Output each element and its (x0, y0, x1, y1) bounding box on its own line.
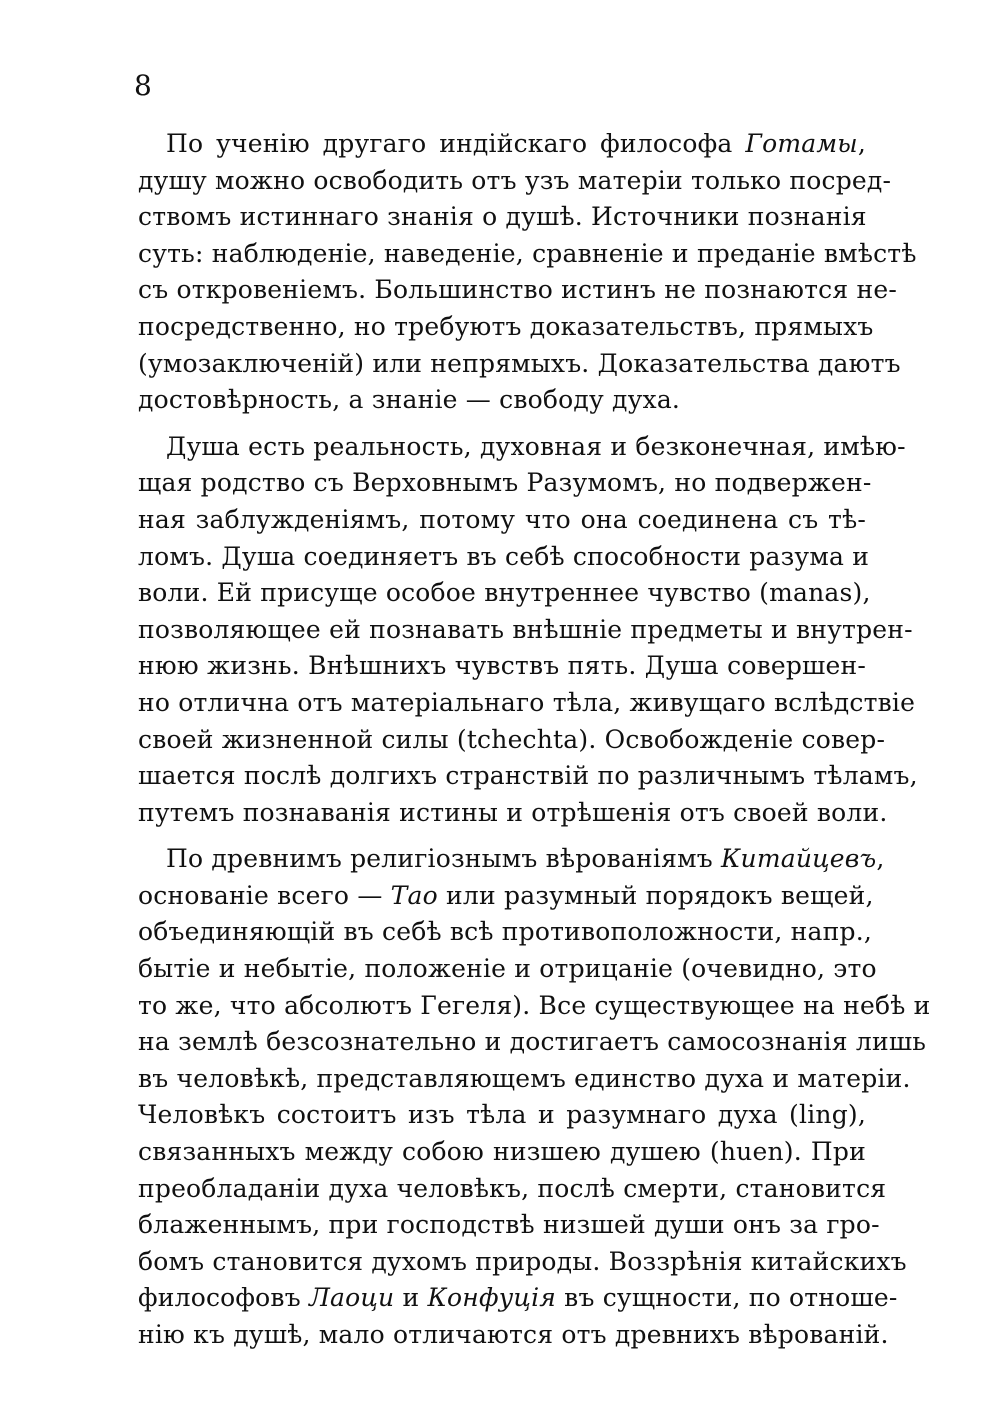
text-line (138, 1061, 911, 1098)
text-line (138, 878, 874, 915)
text-segment: путемъ познаванія истины и отрѣшенія отъ своей воли. (138, 797, 888, 827)
text-segment: Душа есть реальность, духовная и безконечная, имѣю- (166, 431, 906, 461)
text-line (138, 951, 877, 988)
text-line (138, 1317, 889, 1354)
text-segment: нію къ душѣ, мало отличаются отъ древнихъ вѣрованій. (138, 1320, 889, 1349)
text-line (138, 722, 886, 759)
italic-name: Конфуція (427, 1283, 557, 1313)
text-segment: щая родство съ Верховнымъ Разумомъ, но подвержен- (138, 468, 872, 498)
text-line (138, 914, 873, 951)
text-segment: бомъ становится духомъ природы. Воззрѣнія китайскихъ (138, 1246, 907, 1276)
text-segment: связанныхъ между собою низшею душею (huen). При (138, 1137, 866, 1167)
text-line (138, 539, 870, 576)
text-segment: или разумный порядокъ вещей, (437, 880, 874, 910)
text-segment: ломъ. Душа соединяетъ въ себѣ способности разума и (138, 541, 870, 571)
text-segment: (умозаключеній) или непрямыхъ. Доказательства даютъ (138, 348, 901, 378)
text-segment: нюю жизнь. Внѣшнихъ чувствъ пять. Душа совершен- (138, 651, 866, 681)
text-line (138, 795, 888, 832)
text-line (138, 126, 866, 163)
text-segment: то же, что абсолютъ Гегеля). Все существующее на небѣ и (138, 990, 931, 1020)
text-segment: и (394, 1283, 428, 1313)
text-segment: ствомъ истиннаго знанія о душѣ. Источники познанія (138, 202, 867, 232)
paragraph (138, 429, 918, 832)
text-line (138, 1280, 898, 1317)
text-segment: философовъ (138, 1283, 309, 1313)
text-segment: По ученію другаго индійскаго философа (166, 129, 746, 158)
text-segment: преобладаніи духа человѣкъ, послѣ смерти, становится (138, 1173, 887, 1203)
text-line (138, 199, 866, 236)
paragraph (138, 841, 931, 1353)
italic-name: Лаоци (308, 1283, 395, 1313)
text-segment: въ человѣкѣ, представляющемъ единство духа и матеріи. (138, 1063, 911, 1093)
text-segment: достовѣрность, а знаніе — свободу духа. (138, 385, 681, 415)
text-segment: позволяющее ей познавать внѣшніе предметы и внутрен- (138, 614, 913, 644)
text-line (138, 648, 866, 685)
text-line (138, 841, 885, 878)
italic-name: Готамы (745, 129, 858, 158)
text-line (138, 575, 871, 612)
text-line (138, 685, 916, 722)
text-segment: , (857, 129, 866, 158)
text-line (138, 465, 872, 502)
text-segment: но отлична отъ матеріальнаго тѣла, живущаго вслѣдствіе (138, 687, 916, 717)
text-segment: блаженнымъ, при господствѣ низшей души онъ за гро- (138, 1210, 880, 1240)
text-segment: на землѣ безсознательно и достигаетъ самосознанія лишь (138, 1027, 927, 1057)
text-line (138, 1207, 880, 1244)
text-segment: бытіе и небытіе, положеніе и отрицаніе (очевидно, это (138, 954, 877, 984)
text-segment: основаніе всего — (138, 880, 391, 910)
text-line (138, 1097, 866, 1134)
text-segment: объединяющій въ себѣ всѣ противоположности, напр., (138, 917, 873, 947)
page-number: 8 (134, 69, 152, 102)
text-segment: ная заблужденіямъ, потому что она соединена съ тѣ- (138, 504, 866, 534)
text-segment: съ откровеніемъ. Большинство истинъ не познаются не- (138, 275, 897, 305)
text-segment: , (876, 844, 885, 874)
text-line (138, 1024, 927, 1061)
text-line (138, 502, 866, 539)
text-segment: шается послѣ долгихъ странствій по различнымъ тѣламъ, (138, 761, 918, 791)
text-line (138, 1134, 866, 1171)
text-line (138, 272, 897, 309)
paragraph (138, 126, 917, 419)
text-line (138, 236, 917, 273)
text-line (138, 612, 913, 649)
text-line (138, 382, 866, 419)
text-segment: въ сущности, по отноше- (556, 1283, 898, 1313)
text-segment: своей жизненной силы (tchechta). Освобожденіе совер- (138, 724, 886, 754)
italic-name: Тао (390, 880, 438, 910)
text-segment: По древнимъ религіознымъ вѣрованіямъ (166, 844, 721, 874)
italic-name: Китайцевъ (720, 844, 877, 874)
text-line (138, 163, 892, 200)
text-line (138, 988, 931, 1025)
text-segment: суть: наблюденіе, наведеніе, сравненіе и преданіе вмѣстѣ (138, 238, 917, 268)
text-segment: душу можно освободить отъ узъ матеріи только посред- (138, 165, 892, 195)
text-segment: посредственно, но требуютъ доказательствъ, прямыхъ (138, 311, 874, 341)
text-segment: воли. Ей присуще особое внутреннее чувство (manas), (138, 578, 871, 608)
text-line (138, 309, 874, 346)
text-line (138, 1244, 907, 1281)
text-line (138, 346, 901, 383)
text-line (138, 429, 906, 466)
text-line (138, 758, 918, 795)
text-segment: Человѣкъ состоитъ изъ тѣла и разумнаго духа (ling), (138, 1100, 866, 1130)
text-line (138, 1171, 887, 1208)
body-text (138, 126, 931, 1364)
